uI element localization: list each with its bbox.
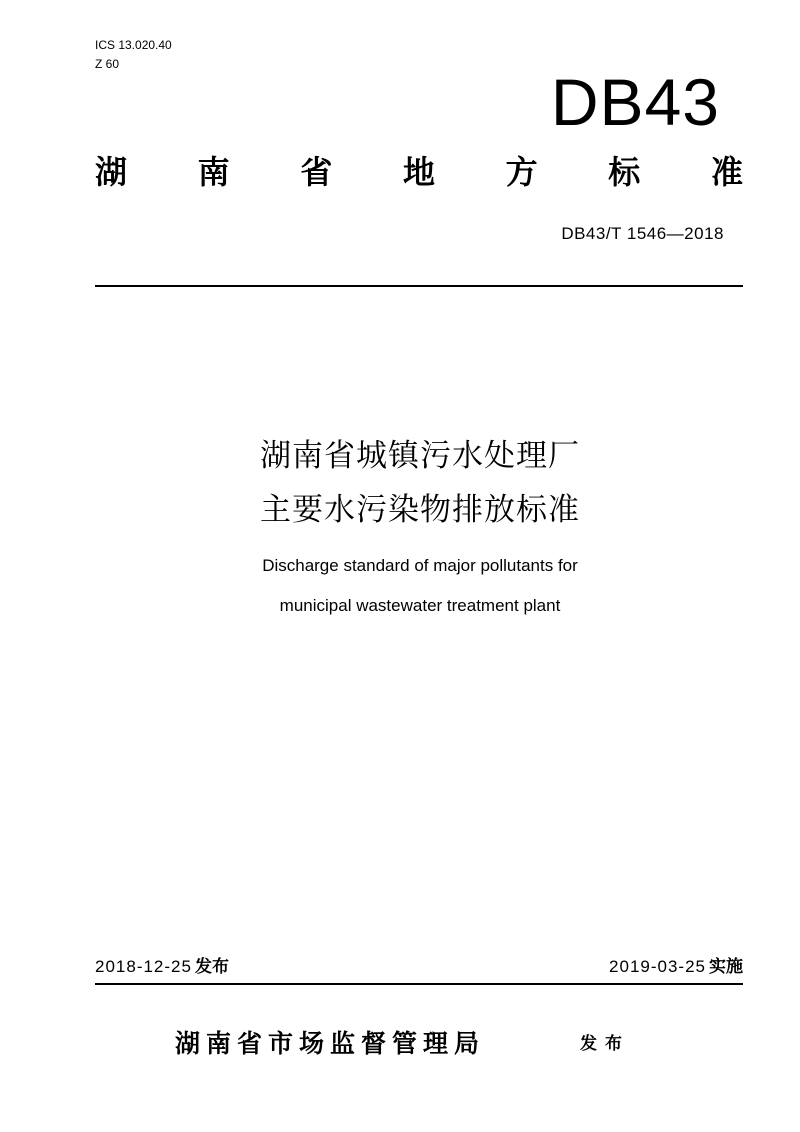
ics-code: ICS 13.020.40 (95, 38, 172, 52)
standard-type-char: 省 (300, 153, 333, 191)
standard-number: DB43/T 1546—2018 (561, 224, 724, 243)
standard-code: DB43 (550, 65, 720, 139)
issue-date-value: 2018-12-25 (95, 957, 192, 976)
issuer-name: 湖南省市场监督管理局 (175, 1029, 486, 1058)
title-en-line2: municipal wastewater treatment plant (279, 596, 561, 615)
issuer-suffix: 发布 (580, 1034, 630, 1054)
title-en-line1: Discharge standard of major pollutants for (262, 556, 578, 575)
standard-type-char: 准 (710, 153, 743, 191)
classification-codes (95, 36, 172, 74)
bottom-divider (95, 983, 743, 985)
standard-type-char: 标 (608, 153, 641, 191)
top-divider (95, 285, 743, 287)
standard-type-char: 湖 (95, 153, 128, 191)
ccs-code: Z 60 (95, 57, 120, 71)
issue-date (95, 955, 229, 979)
standard-type-char: 南 (197, 153, 230, 191)
implement-date-label: 实施 (709, 957, 743, 977)
issue-date-label: 发布 (194, 957, 229, 977)
implement-date-value: 2019-03-25 (609, 957, 706, 976)
standard-type-char: 地 (402, 153, 435, 191)
title-cn-line2: 主要水污染物排放标准 (260, 492, 580, 528)
implement-date (609, 955, 743, 979)
standard-type-char: 方 (505, 153, 538, 191)
standard-type-heading (95, 148, 743, 196)
title-cn-line1: 湖南省城镇污水处理厂 (260, 438, 580, 474)
